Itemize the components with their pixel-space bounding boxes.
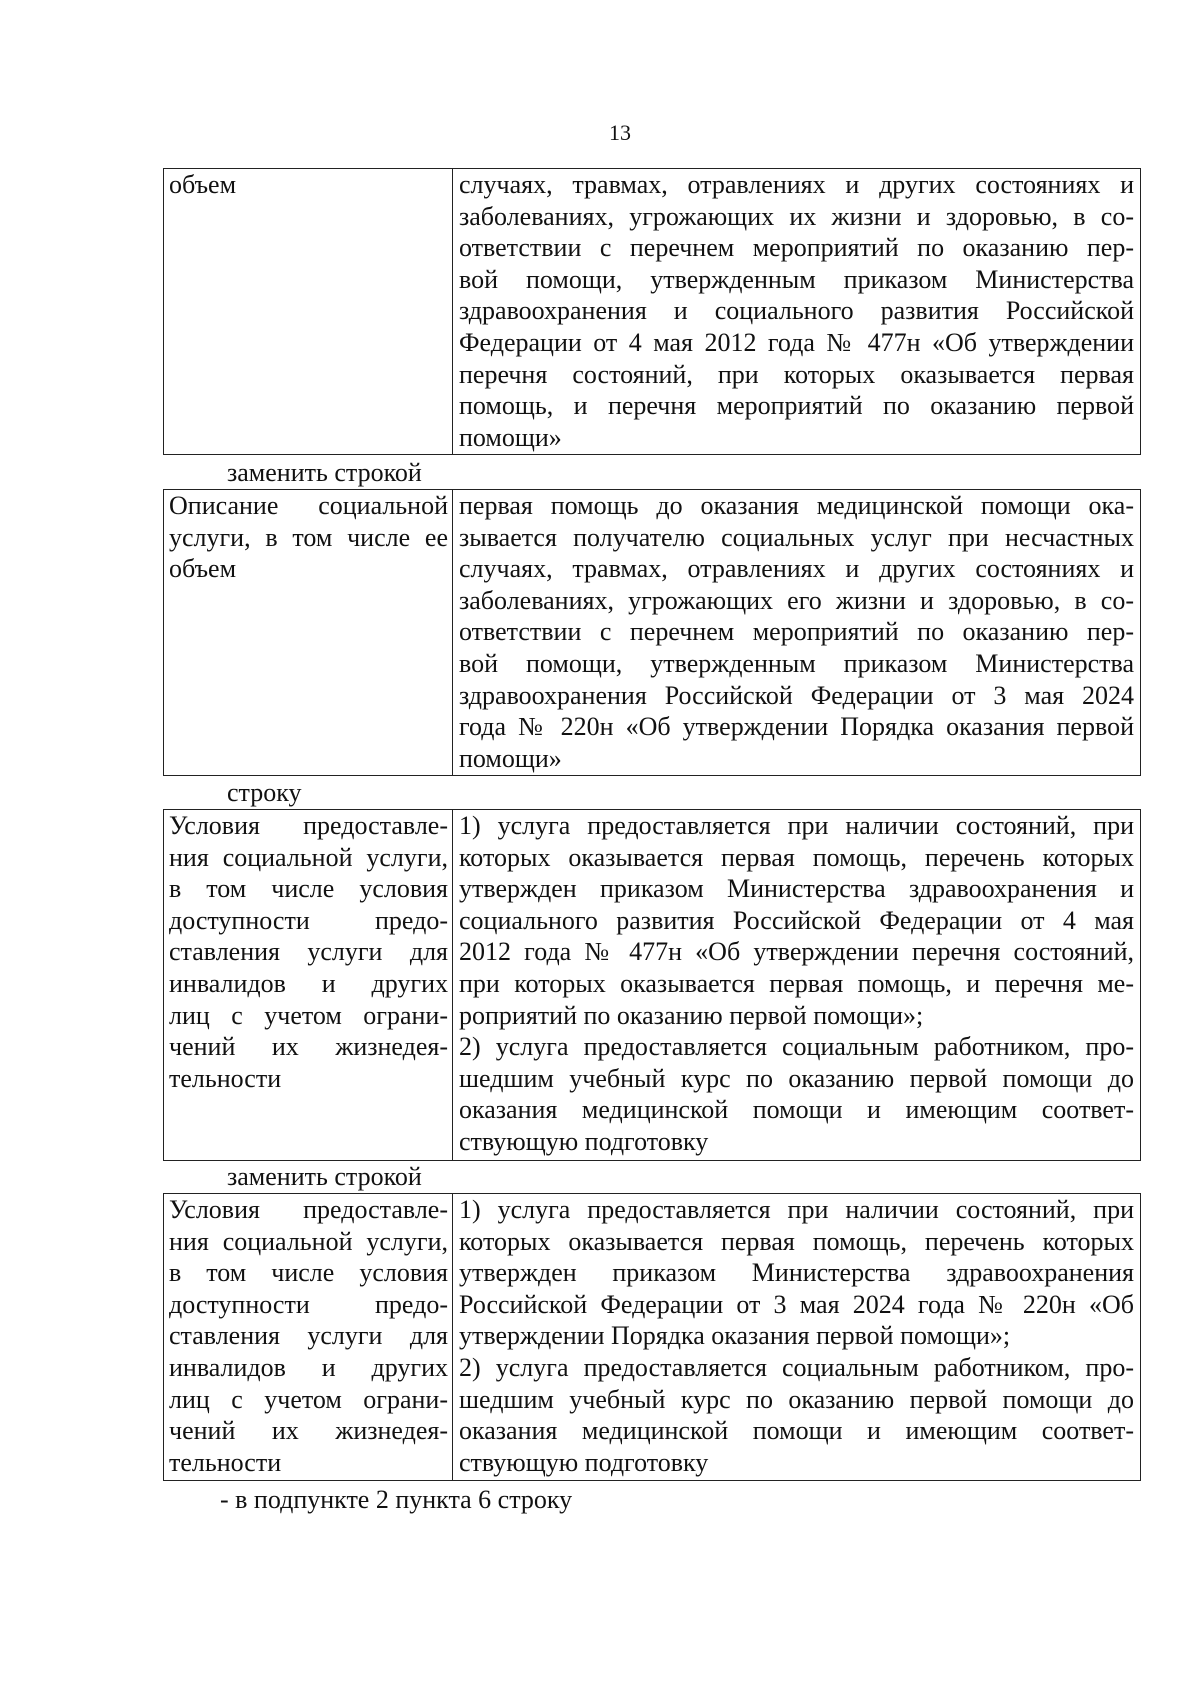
cell-line: 2012 года № 477н «Об утверждении перечня состояний,: [459, 937, 1134, 967]
cell-line: шедшим учебный курс по оказанию первой помощи до: [459, 1384, 1134, 1414]
table-row-1: [163, 168, 1141, 455]
cell-line: 2) услуга предоставляется социальным работником, про-: [459, 1032, 1134, 1062]
cell-line: случаях, травмах, отравлениях и других состояниях и: [459, 170, 1134, 199]
table-row-4: [163, 1193, 1141, 1481]
cell-line: оказания медицинской помощи и имеющим соответ-: [459, 1416, 1134, 1446]
cell-line: ставления услуги для: [169, 937, 448, 967]
cell-line: услуги, в том числе ее: [169, 522, 448, 552]
cell-line: которых оказывается первая помощь, перечень которых: [459, 842, 1134, 872]
cell-line: чений их жизнедея-: [169, 1032, 448, 1062]
cell-line: ния социальной услуги,: [169, 842, 448, 872]
cell-line: в том числе условия: [169, 1258, 448, 1288]
cell-line: шедшим учебный курс по оказанию первой помощи до: [459, 1063, 1134, 1093]
cell-line: объем: [169, 170, 237, 199]
replace-with-row-label: заменить строкой: [227, 1162, 422, 1191]
cell-line: объем: [169, 554, 237, 584]
page-number: 13: [609, 120, 631, 145]
cell-line: Российской Федерации от 3 мая 2024 года № 220н «Об: [459, 1289, 1134, 1319]
row-1-right-cell: [453, 169, 1140, 454]
cell-line: года № 220н «Об утверждении Порядка оказания первой: [459, 712, 1134, 742]
cell-line: Условия предоставле-: [169, 811, 448, 840]
table-row-2: [163, 489, 1141, 776]
cell-line: случаях, травмах, отравлениях и других состояниях и: [459, 554, 1134, 584]
cell-line: Условия предоставле-: [169, 1195, 448, 1224]
cell-line: оказания медицинской помощи и имеющим соответ-: [459, 1095, 1134, 1125]
cell-line: доступности предо-: [169, 1289, 448, 1319]
cell-line: помощь, и перечня мероприятий по оказанию первой: [459, 391, 1134, 421]
cell-line: 1) услуга предоставляется при наличии состояний, при: [459, 811, 1134, 840]
cell-line: ответствии с перечнем мероприятий по оказанию пер-: [459, 617, 1134, 647]
cell-line: утвержден приказом Министерства здравоохранения: [459, 1258, 1134, 1288]
cell-line: 1) услуга предоставляется при наличии состояний, при: [459, 1195, 1134, 1224]
table-row-3: [163, 809, 1141, 1161]
cell-line: утверждении Порядка оказания первой помощи»;: [459, 1321, 1011, 1351]
cell-line: чений их жизнедея-: [169, 1416, 448, 1446]
subparagraph-instruction: - в подпункте 2 пункта 6 строку: [220, 1485, 573, 1514]
row-3-right-cell: [453, 810, 1140, 1160]
cell-line: здравоохранения и социального развития Российской: [459, 296, 1134, 326]
row-1-left-cell: [164, 169, 453, 454]
cell-line: тельности: [169, 1063, 282, 1093]
cell-line: вой помощи, утвержденным приказом Министерства: [459, 264, 1134, 294]
cell-line: утвержден приказом Министерства здравоохранения и: [459, 874, 1134, 904]
cell-line: Описание социальной: [169, 491, 448, 520]
cell-line: ния социальной услуги,: [169, 1226, 448, 1256]
cell-line: перечня состояний, при которых оказывается первая: [459, 359, 1134, 389]
row-2-right-cell: [453, 490, 1140, 775]
cell-line: роприятий по оказанию первой помощи»;: [459, 1000, 924, 1030]
cell-line: инвалидов и других: [169, 968, 448, 998]
row-2-left-cell: [164, 490, 453, 775]
cell-line: ствующую подготовку: [459, 1447, 709, 1477]
row-4-left-cell: [164, 1194, 453, 1480]
cell-line: первая помощь до оказания медицинской помощи ока-: [459, 491, 1134, 520]
row-4-right-cell: [453, 1194, 1140, 1480]
cell-line: при которых оказывается первая помощь, и перечня ме-: [459, 968, 1134, 998]
cell-line: зывается получателю социальных услуг при несчастных: [459, 522, 1134, 552]
cell-line: 2) услуга предоставляется социальным работником, про-: [459, 1352, 1134, 1382]
cell-line: ответствии с перечнем мероприятий по оказанию пер-: [459, 233, 1134, 263]
cell-line: тельности: [169, 1447, 282, 1477]
cell-line: ставления услуги для: [169, 1321, 448, 1351]
cell-line: лиц с учетом ограни-: [169, 1000, 448, 1030]
cell-line: инвалидов и других: [169, 1352, 448, 1382]
cell-line: помощи»: [459, 743, 562, 773]
cell-line: социального развития Российской Федерации от 4 мая: [459, 905, 1134, 935]
row-label: строку: [227, 778, 302, 807]
cell-line: заболеваниях, угрожающих их жизни и здоровью, в со-: [459, 201, 1134, 231]
cell-line: которых оказывается первая помощь, перечень которых: [459, 1226, 1134, 1256]
replace-with-row-label: заменить строкой: [227, 458, 422, 487]
cell-line: заболеваниях, угрожающих его жизни и здоровью, в со-: [459, 585, 1134, 615]
cell-line: ствующую подготовку: [459, 1126, 709, 1156]
row-3-left-cell: [164, 810, 453, 1160]
cell-line: здравоохранения Российской Федерации от 3 мая 2024: [459, 680, 1134, 710]
cell-line: в том числе условия: [169, 874, 448, 904]
cell-line: Федерации от 4 мая 2012 года № 477н «Об утверждении: [459, 327, 1134, 357]
cell-line: доступности предо-: [169, 905, 448, 935]
cell-line: вой помощи, утвержденным приказом Министерства: [459, 648, 1134, 678]
cell-line: помощи»: [459, 422, 562, 452]
cell-line: лиц с учетом ограни-: [169, 1384, 448, 1414]
